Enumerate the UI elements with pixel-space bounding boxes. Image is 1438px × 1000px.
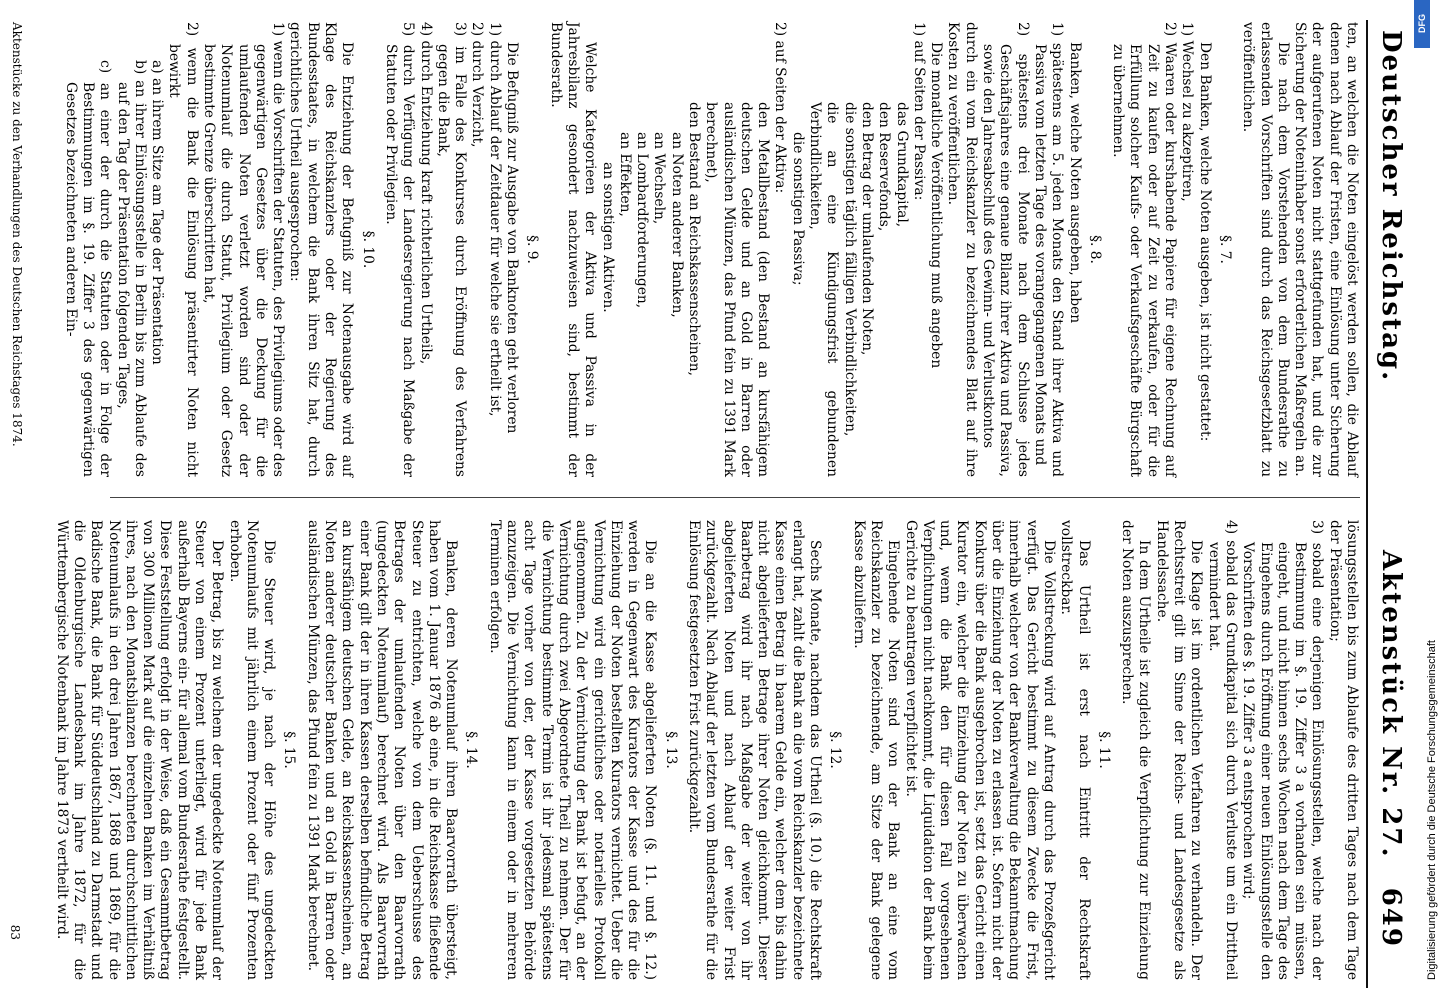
text-paragraph: 2) spätestens drei Monate nach dem Schlusse jedes Geschäftsjahres eine genaue Bilanz ihrer Aktiva und Passiva, sowie den Jahresabschluß des Gewinn- und Verlustkontos [980, 22, 1031, 477]
text-paragraph: lösungsstellen bis zum Ablaufe des dritten Tages nach dem Tage der Präsentation; [1326, 520, 1360, 980]
running-head-left: Deutscher Reichstag. [1376, 30, 1406, 383]
text-paragraph: Die an die Kasse abgelieferten Noten (§. 11. und §. 12.) werden in Gegenwart des Kurators der Kasse und des für die Einziehung der Noten bestellten Kurators vernichtet. Ueber die Vernichtung wird ein gerichtliches oder notarielles Protokoll aufgenommen. Zu der Vernichtung der Bank ist befugt, an der Vernichtung durch zwei Abgeordnete Theil zu nehmen. Der für die Vernichtung bestimmte Termin ist ihr jedesmal spätestens acht Tage vorher von der, der Kasse vorgesetzten Behörde anzuzeigen. Die Vernichtung kann in einem oder in mehreren Terminen erfolgen. [486, 520, 659, 980]
text-paragraph: Die Entziehung der Befugniß zur Notenausgabe wird auf Klage des Reichskanzlers oder der Regierung des Bundesstaates, in welchem die Bank ihren Sitz hat, durch gerichtliches Urtheil ausgesprochen: [287, 22, 356, 477]
text-paragraph: den Bestand an Reichskassenscheinen, [686, 102, 703, 377]
text-paragraph: Banken, deren Notenumlauf ihren Baarvorrath übersteigt, haben vom 1. Januar 1876 ab eine, in die Reichskasse fließende Steuer zu entrichten, welche von dem Ueberschusse des Betrages der umlaufenden Noten über den Baarvorrath (ungedeckten Notenumlauf) berechnet wird. Als Baarvorrath einer Bank gilt der in ihren Kassen derselben befindliche Betrag an kursfähigem deutschen Gelde, an Reichskassenscheinen, an Noten anderer deutscher Banken und an Gold in Barren oder ausländischen Münzen, das Pfund fein zu 1391 Mark berechnet. [304, 520, 460, 980]
text-paragraph: Die Vollstreckung wird auf Antrag durch das Prozeßgericht verfügt. Das Gericht bestimmt zu diesem Zwecke die Frist, innerhalb welcher von der Bankverwaltung die Bekanntmachung über die Einziehung der Noten zu erlassen ist. Sofern nicht der Konkurs über die Bank ausgebrochen ist, setzt das Gericht einen Kurator ein, welcher die Einziehung der Noten zu überwachen und, wenn die Bank den für diesen Fall vorgesehenen Verpflichtungen nicht nachkommt, die Liquidation der Bank beim Gerichte zu beantragen verpflichtet ist. [902, 520, 1057, 980]
text-paragraph: 1) spätestens am 5. jeden Monats den Stand ihrer Aktiva und Passiva vom letzten Tage des vorangegangenen Monats und [1031, 22, 1066, 477]
text-paragraph: 1) wenn die Vorschriften der Statuten, des Privilegiums oder des gegenwärtigen Gesetzes über die Deckung für die umlaufenden Noten verletzt worden sind oder der Notenumlauf die durch Statut, Privilegium oder Gesetz bestimmte Grenze überschritten hat, [201, 22, 287, 477]
section-heading: §. 7. [1216, 235, 1233, 264]
column-divider [110, 497, 1360, 498]
text-paragraph: Eingehende Noten sind von der Bank an eine vom Reichskanzler zu bezeichnende, am Sitze der Bank gelegene Kasse abzuliefern. [850, 520, 902, 980]
text-paragraph: 1) Wechsel zu akzeptiren, [1179, 22, 1196, 202]
text-paragraph: Die nach dem Vorstehenden von dem Bundesrathe zu erlassenden Vorschriften sind durch das Reichsgesetzblatt zu veröffentlichen. [1240, 22, 1291, 477]
text-paragraph: an Wechseln, [651, 132, 668, 225]
text-paragraph: an Noten anderer Banken, [668, 132, 685, 318]
text-paragraph: Die Klage ist im ordentlichen Verfahren zu verhandeln. Der Rechtsstreit gilt im Sinne der Reichs- und Landesgesetze als Handelssache. [1153, 520, 1205, 980]
section-heading: §. 10. [359, 230, 376, 269]
text-paragraph: den Metallbestand (den Bestand an kursfähigem deutschen Gelde und an Gold in Barren oder ausländischen Münzen, das Pfund fein zu 1391 Mark berechnet), [703, 102, 772, 477]
text-paragraph: die sonstigen täglich fälligen Verbindlichkeiten, [841, 102, 858, 437]
text-paragraph: 2) Waaren oder kurshabende Papiere für eigene Rechnung auf Zeit zu kaufen oder auf Zeit zu verkaufen, oder für die Erfüllung solcher Kaufs- oder Verkaufsgeschäfte Bürgschaft zu übernehmen. [1110, 22, 1179, 477]
text-paragraph: Der Betrag, bis zu welchem der ungedeckte Notenumlauf der Steuer von einem Prozent unterliegt, wird für jede Bank außerhalb Bayerns ein- für allemal vom Bundesrathe festgestellt. Diese Feststellung erfolgt in der Weise, daß ein Gesammtbetrag von 300 Millionen Mark auf die einzelnen Banken im Verhältniß ihres, nach den Monatsbilanzen berechneten durchschnittlichen Notenumlaufs in den drei Jahren 1867, 1868 und 1869, für die Badische Bank, die Bank für Süddeutschland zu Darmstadt und die Oldenburgische Landesbank im Jahre 1872, für die Württembergische Notenbank im Jahre 1873 vertheilt wird. [53, 520, 226, 980]
section-heading: §. 13. [662, 731, 679, 769]
section-heading: §. 11. [1095, 731, 1112, 769]
text-paragraph: die an eine Kündigungsfrist gebundenen Verbindlichkeiten, [807, 102, 841, 477]
sheet-signature: 83 [8, 924, 22, 940]
section-heading: §. 8. [1086, 235, 1103, 264]
text-paragraph: an Effekten, [616, 132, 633, 217]
section-heading: §. 9. [524, 235, 541, 264]
digitization-credit [1410, 0, 1438, 1000]
left-column [61, 22, 1360, 477]
text-paragraph: Die Steuer wird, je nach der Höhe des ungedeckten Notenumlaufs mit jährlich einem Prozent oder fünf Prozenten erhoben. [226, 520, 278, 980]
text-paragraph: b) an ihrer Einlösungsstelle in Berlin bis zum Ablaufe des auf den Tag der Präsentation folgenden Tages, [114, 60, 148, 477]
text-paragraph: 2) wenn die Bank die Einlösung präsentirter Noten nicht bewirkt [166, 22, 200, 477]
text-paragraph: Sechs Monate, nachdem das Urtheil (§. 10.) die Rechtskraft erlangt hat, zahlt die Bank an die vom Reichskanzler bezeichnete Kasse einen Betrag in baarem Gelde ein, welcher dem bis dahin nicht abgelieferten Betrage ihrer Noten gleichkommt. Dieser Baarbetrag wird ihr nach Maßgabe der weiter von ihr abgelieferten Noten und nach Ablauf der weiter Frist zurückgezahlt. Nach Ablauf der letzten vom Bundesrathe für die Einlösung festgesetzten Frist zurückgezahlt. [686, 520, 824, 980]
section-heading: §. 12. [827, 731, 844, 769]
text-paragraph: das Grundkapital, [893, 102, 910, 228]
section-heading: §. 15. [281, 731, 298, 769]
dfg-logo-text: DFG [1417, 14, 1427, 34]
text-paragraph: 1) durch Ablauf der Zeitdauer für welche sie ertheilt ist, [486, 22, 503, 417]
text-paragraph: an sonstigen Aktiven. [599, 162, 616, 313]
text-paragraph: Das Urtheil ist erst nach Eintritt der Rechtskraft vollstreckbar. [1058, 520, 1092, 980]
text-paragraph: 4) sobald das Grundkapital sich durch Verluste um ein Drittheil vermindert hat. [1205, 520, 1239, 980]
text-paragraph: ten, an welchen die Noten eingelöst werden sollen, die Ablauf denen nach Ablauf der Fristen, eine Einlösung unter Sicherung der aufgerufenen Noten nicht stattgefunden hat, und die zur Sicherung der Noteninhaber sonst erforderlichen Maßregeln an. [1292, 22, 1360, 477]
text-paragraph: 1) auf Seiten der Passiva: [910, 22, 927, 201]
page-header [1366, 20, 1414, 988]
text-paragraph: Den Banken, welche Noten ausgeben, ist nicht gestattet: [1196, 42, 1213, 442]
text-paragraph: 3) sobald eine derjenigen Einlösungsstellen, welche nach der Bestimmung im §. 19. Ziffer 3 a vorhanden sein müssen, eingeht, und nicht binnen sechs Wochen nach dem Tage des Eingehens durch Eröffnung einer neuen Einlösungsstelle den Vorschriften des §. 19. Ziffer 3 a entsprochen wird; [1240, 520, 1326, 980]
text-paragraph: 5) durch Verfügung der Landesregierung nach Maßgabe der Statuten oder Privilegien. [382, 22, 417, 477]
text-paragraph: durch ein vom Reichskanzler zu bezeichnendes Blatt auf ihre Kosten zu veröffentlichen. [945, 22, 979, 477]
text-paragraph: c) an einer der durch die Statuten oder in Folge der Bestimmungen im §. 19. Ziffer 3 des gegenwärtigen Gesetzes bezeichneten anderen Ein- [62, 60, 114, 477]
running-head-center: Aktenstück Nr. 27. [1376, 550, 1406, 859]
text-paragraph: Banken, welche Noten ausgeben, haben [1066, 42, 1083, 324]
text-paragraph: 2) durch Verzicht, [469, 22, 486, 148]
credit-text: Digitalisierung gefördert durch die Deutsche Forschungsgemeinschaft [1426, 640, 1438, 980]
text-paragraph: den Betrag der umlaufenden Noten, [858, 102, 875, 356]
right-column [52, 520, 1360, 980]
text-paragraph: a) an ihrem Sitze am Tage der Präsentation [149, 60, 166, 365]
dfg-logo [1414, 0, 1430, 48]
text-paragraph: die sonstigen Passiva; [789, 132, 806, 286]
text-paragraph: 3) im Falle des Konkurses durch Eröffnung des Verfahrens gegen die Bank, [434, 22, 469, 477]
text-paragraph: In dem Urtheile ist zugleich die Verpflichtung zur Einziehung der Noten auszusprechen. [1119, 520, 1153, 980]
text-paragraph: Welche Kategorieen der Aktiva und Passiva in der Jahresbilanz gesondert nachzuweisen sind, bestimmt der Bundesrath. [547, 22, 599, 477]
page-footer: Aktenstücke zu den Verhandlungen des Deutschen Reichstages 1874. [10, 22, 24, 447]
text-paragraph: 2) auf Seiten der Aktiva: [772, 22, 789, 194]
text-paragraph: Die Befugniß zur Ausgabe von Banknoten geht verloren [504, 42, 521, 434]
text-paragraph: an Lombardforderungen, [634, 132, 651, 309]
page-number: 649 [1376, 887, 1406, 948]
text-paragraph: 4) durch Entziehung kraft richterlichen Urtheils, [417, 22, 434, 365]
section-heading: §. 14. [463, 731, 480, 769]
text-paragraph: den Reservefonds, [876, 102, 893, 232]
text-paragraph: Die monatliche Veröffentlichung muß angeben [928, 42, 945, 369]
